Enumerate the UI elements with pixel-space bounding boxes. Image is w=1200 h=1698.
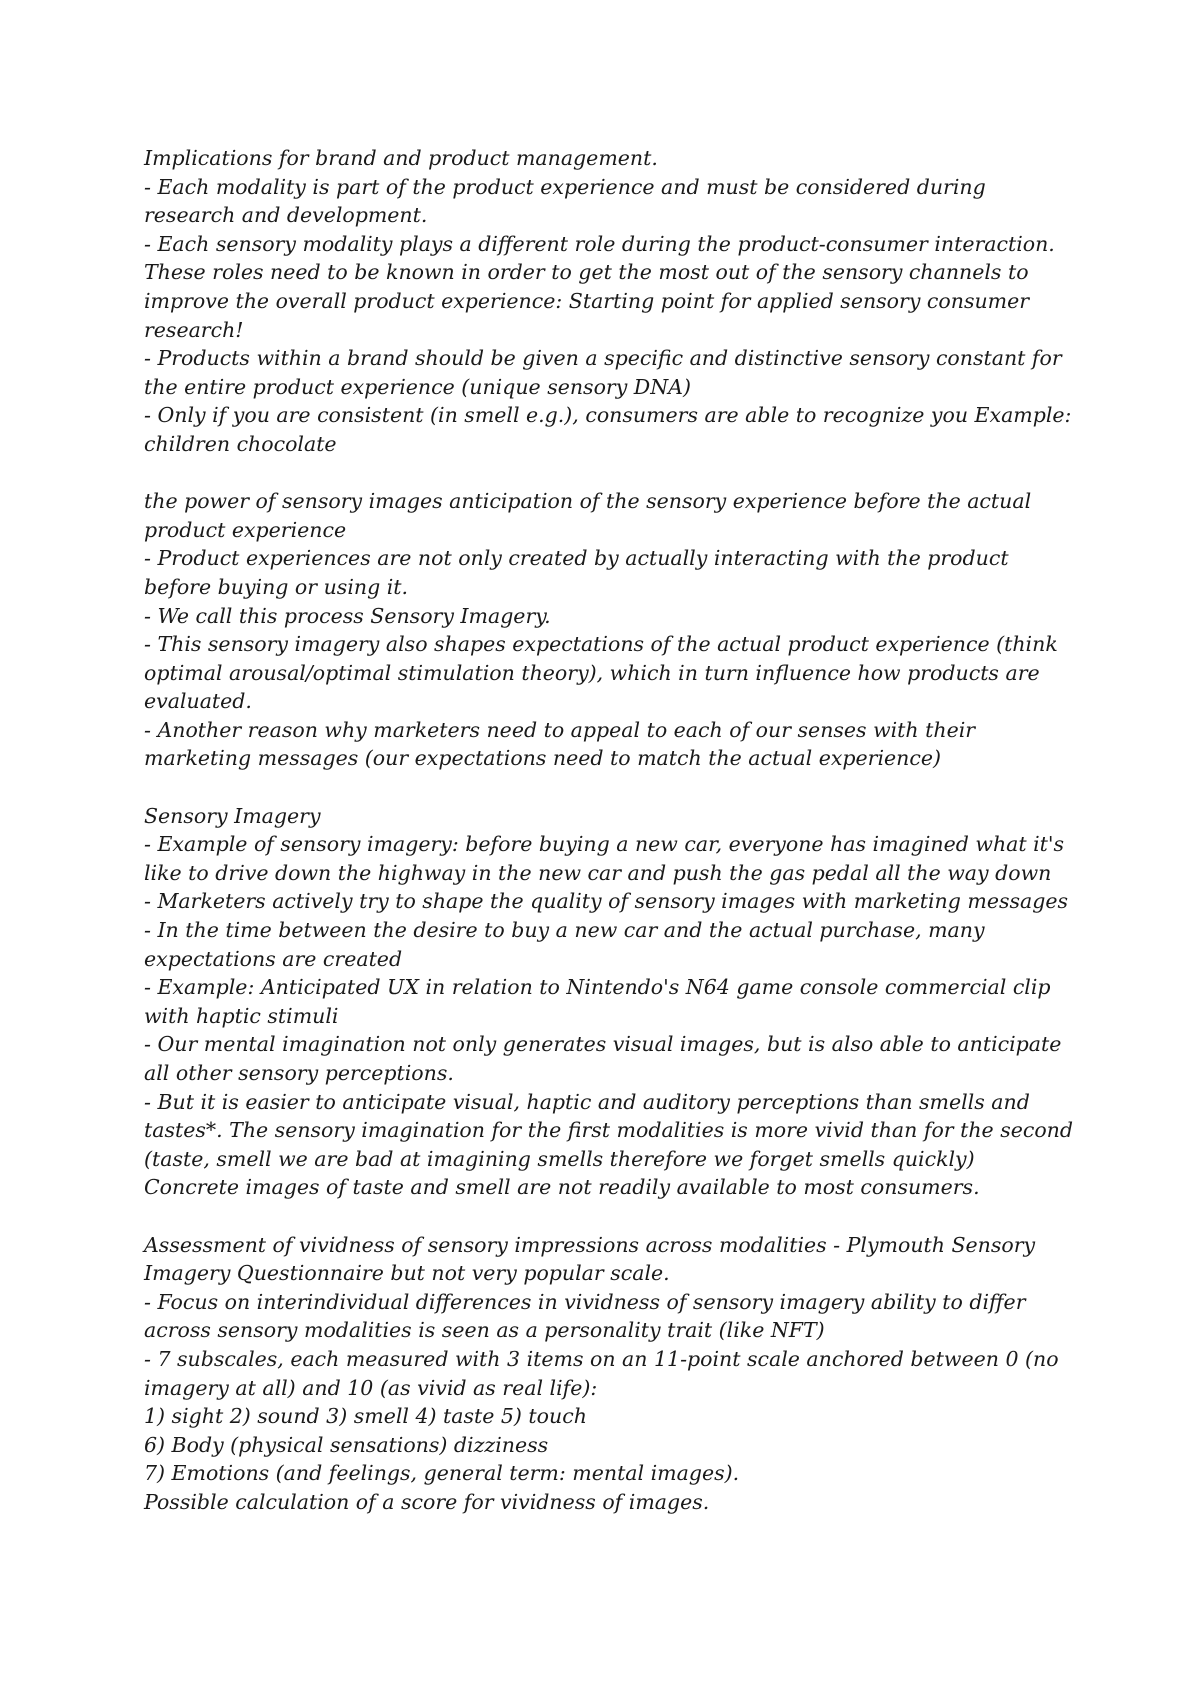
paragraph-line: - Our mental imagination not only generates visual images, but is also able to anticipate all other sensory perceptions. bbox=[144, 1032, 1062, 1085]
paragraph-line: - Marketers actively try to shape the quality of sensory images with marketing messages bbox=[144, 889, 1069, 914]
paragraph-line: - We call this process Sensory Imagery. bbox=[144, 603, 551, 628]
paragraph-line: - Focus on interindividual differences in vividness of sensory imagery ability to differ across sensory modalities is seen as a personality trait (like NFT) bbox=[144, 1289, 1026, 1343]
paragraph-line: - Example: Anticipated UX in relation to Nintendo's N64 game console commercial clip with haptic stimuli bbox=[144, 975, 1051, 1028]
section-heading: the power of sensory images anticipation of the sensory experience before the actual product experience bbox=[144, 489, 1032, 542]
section-power-of-sensory-images bbox=[144, 487, 1074, 773]
section-heading: Implications for brand and product management. bbox=[144, 146, 658, 170]
list-line: 6) Body (physical sensations) dizziness bbox=[144, 1432, 549, 1457]
paragraph-line: - Another reason why marketers need to appeal to each of our senses with their marketing messages (our expectations need to match the actual experience) bbox=[144, 717, 976, 771]
paragraph-line: - Products within a brand should be given a specific and distinctive sensory constant for the entire product experience (unique sensory DNA) bbox=[144, 346, 1062, 399]
document-body bbox=[144, 144, 1074, 1517]
paragraph-line: - But it is easier to anticipate visual, haptic and auditory perceptions than smells and tastes*. The sensory imagination for the first modalities is more vivid than for the second (taste, smell we are bad at imagining smells therefore we forget smells quickly) Concrete images of taste and smell are not readily available to most consumers. bbox=[144, 1089, 1074, 1200]
list-line: 7) Emotions (and feelings, general term: mental images). bbox=[144, 1461, 740, 1486]
paragraph-line: - Only if you are consistent (in smell e.g.), consumers are able to recognize you Example: children chocolate bbox=[144, 403, 1072, 456]
paragraph-line: - Each sensory modality plays a different role during the product-consumer interaction. These roles need to be known in order to get the most out of the sensory channels to improve the overall product experience: Starting point for applied sensory consumer research! bbox=[144, 231, 1055, 342]
list-line: 1) sight 2) sound 3) smell 4) taste 5) touch bbox=[144, 1404, 587, 1429]
paragraph-line: - In the time between the desire to buy a new car and the actual purchase, many expectations are created bbox=[144, 918, 985, 971]
paragraph-line: - This sensory imagery also shapes expectations of the actual product experience (think optimal arousal/optimal stimulation theory), which in turn influence how products are evaluated. bbox=[144, 632, 1058, 714]
paragraph-line: - Example of sensory imagery: before buying a new car, everyone has imagined what it's like to drive down the highway in the new car and push the gas pedal all the way down bbox=[144, 832, 1065, 885]
section-brand-product-management bbox=[144, 144, 1074, 459]
section-assessment-of-vividness bbox=[144, 1231, 1074, 1517]
section-heading: Sensory Imagery bbox=[144, 803, 321, 828]
paragraph-line: Possible calculation of a score for vividness of images. bbox=[144, 1489, 710, 1514]
paragraph-line: - Each modality is part of the product experience and must be considered during research and development. bbox=[144, 174, 986, 228]
section-sensory-imagery bbox=[144, 802, 1074, 1202]
paragraph-line: - 7 subscales, each measured with 3 items on an 11-point scale anchored between 0 (no imagery at all) and 10 (as vivid as real life): bbox=[144, 1346, 1059, 1400]
paragraph-line: - Product experiences are not only created by actually interacting with the product before buying or using it. bbox=[144, 546, 1009, 599]
section-heading: Assessment of vividness of sensory impressions across modalities - Plymouth Sensory Imagery Questionnaire but not very popular scale. bbox=[144, 1232, 1036, 1286]
